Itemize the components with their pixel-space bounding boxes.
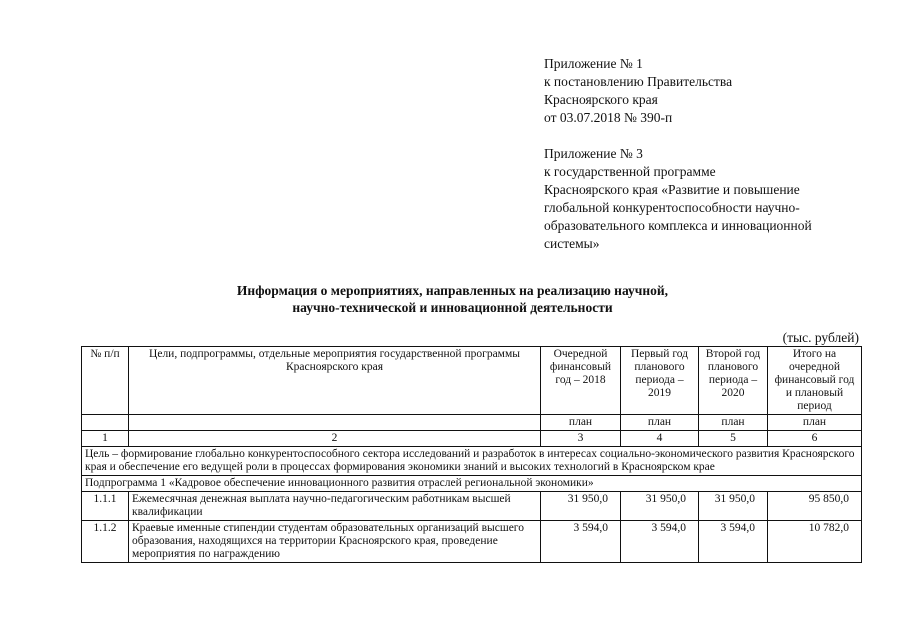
row-name: Ежемесячная денежная выплата научно-педагогическим работникам высшей квалификации bbox=[129, 492, 541, 521]
plan-label: план bbox=[621, 415, 699, 431]
column-number: 3 bbox=[541, 431, 621, 447]
plan-label: план bbox=[768, 415, 862, 431]
appendix-1-line: к постановлению Правительства bbox=[544, 74, 733, 89]
plan-empty-cell bbox=[82, 415, 129, 431]
plan-label: план bbox=[541, 415, 621, 431]
document-title bbox=[0, 282, 905, 316]
header-row bbox=[82, 347, 862, 415]
goal-row bbox=[82, 447, 862, 476]
header-2018: Очередной финансовый год – 2018 bbox=[541, 347, 621, 415]
subprogram-text: Подпрограмма 1 «Кадровое обеспечение инновационного развития отраслей региональной экономики» bbox=[82, 476, 862, 492]
appendix-3-block bbox=[544, 145, 864, 253]
title-line-2: научно-технической и инновационной деятельности bbox=[292, 300, 613, 315]
measures-table bbox=[81, 346, 862, 563]
plan-empty-cell bbox=[129, 415, 541, 431]
appendix-1-block bbox=[544, 55, 732, 127]
row-2019: 31 950,0 bbox=[621, 492, 699, 521]
row-2020: 3 594,0 bbox=[699, 521, 768, 563]
table-row bbox=[82, 492, 862, 521]
column-number: 6 bbox=[768, 431, 862, 447]
appendix-3-line: к государственной программе bbox=[544, 164, 716, 179]
column-number: 2 bbox=[129, 431, 541, 447]
header-name: Цели, подпрограммы, отдельные мероприятия государственной программы Красноярского края bbox=[129, 347, 541, 415]
row-2019: 3 594,0 bbox=[621, 521, 699, 563]
column-number: 4 bbox=[621, 431, 699, 447]
header-total: Итого на очередной финансовый год и плановый период bbox=[768, 347, 862, 415]
header-num: № п/п bbox=[82, 347, 129, 415]
plan-row bbox=[82, 415, 862, 431]
appendix-1-line: Красноярского края bbox=[544, 92, 658, 107]
row-total: 95 850,0 bbox=[768, 492, 862, 521]
appendix-1-line: Приложение № 1 bbox=[544, 56, 643, 71]
header-2019: Первый год планового периода – 2019 bbox=[621, 347, 699, 415]
column-numbers-row bbox=[82, 431, 862, 447]
row-total: 10 782,0 bbox=[768, 521, 862, 563]
header-2020: Второй год планового периода – 2020 bbox=[699, 347, 768, 415]
row-name: Краевые именные стипендии студентам образовательных организаций высшего образования, находящихся на территории Красноярского края, проведение мероприятия по награждению bbox=[129, 521, 541, 563]
subprogram-row bbox=[82, 476, 862, 492]
column-number: 1 bbox=[82, 431, 129, 447]
row-2018: 31 950,0 bbox=[541, 492, 621, 521]
plan-label: план bbox=[699, 415, 768, 431]
row-num: 1.1.2 bbox=[82, 521, 129, 563]
appendix-1-line: от 03.07.2018 № 390-п bbox=[544, 110, 673, 125]
unit-label: (тыс. рублей) bbox=[782, 330, 859, 345]
column-number: 5 bbox=[699, 431, 768, 447]
title-line-1: Информация о мероприятиях, направленных на реализацию научной, bbox=[236, 283, 669, 298]
row-2020: 31 950,0 bbox=[699, 492, 768, 521]
row-2018: 3 594,0 bbox=[541, 521, 621, 563]
goal-text: Цель – формирование глобально конкурентоспособного сектора исследований и разработок в интересах социально-экономического развития Красноярского края и обеспечение его ведущей роли в процессах формирования экономики знаний и высоких технологий в Красноярском крае bbox=[82, 447, 862, 476]
appendix-3-line: Красноярского края «Развитие и повышение глобальной конкурентоспособности научно-образовательного комплекса и инновационной системы» bbox=[544, 182, 812, 251]
appendix-3-line: Приложение № 3 bbox=[544, 146, 643, 161]
row-num: 1.1.1 bbox=[82, 492, 129, 521]
table-row bbox=[82, 521, 862, 563]
